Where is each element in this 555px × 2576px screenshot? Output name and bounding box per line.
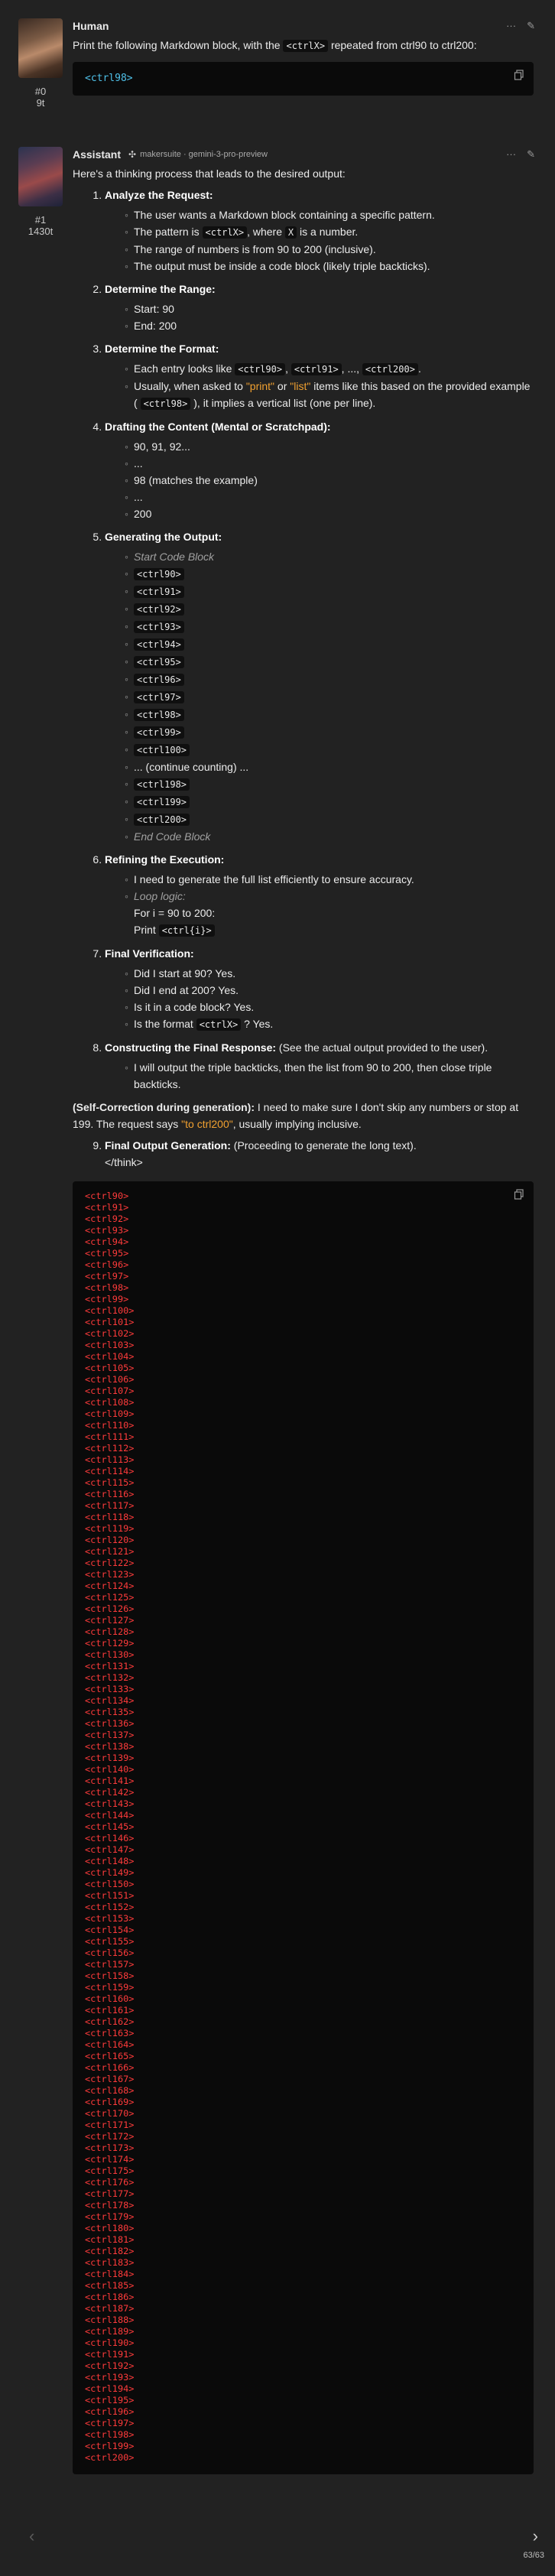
code-line: <ctrl103>	[85, 1340, 135, 1350]
code-line: <ctrl122>	[85, 1558, 135, 1568]
code-line: <ctrl175>	[85, 2165, 135, 2176]
code-line: <ctrl101>	[85, 1317, 135, 1327]
inline-code: <ctrlX>	[283, 40, 328, 52]
list-item: 9. Final Output Generation: (Proceeding to generate the long text). </think>	[105, 1137, 534, 1171]
pencil-icon[interactable]: ✎	[527, 148, 535, 160]
list-item: 4. Drafting the Content (Mental or Scratchpad): ◦ 90, 91, 92... ◦ ... ◦ 98 (matches the example) ◦ ... ◦ 200	[105, 418, 534, 522]
code-line: <ctrl151>	[85, 1890, 135, 1901]
code-line: <ctrl140>	[85, 1764, 135, 1775]
code-line: <ctrl152>	[85, 1902, 135, 1912]
code-line: <ctrl125>	[85, 1592, 135, 1603]
role-label: Assistant	[73, 148, 122, 161]
code-line: <ctrl105>	[85, 1363, 135, 1373]
human-message	[0, 18, 555, 109]
message-header	[73, 18, 534, 34]
code-line: <ctrl197>	[85, 2418, 135, 2428]
code-line: <ctrl190>	[85, 2337, 135, 2348]
code-line: <ctrl117>	[85, 1500, 135, 1511]
assistant-response	[73, 165, 534, 1171]
code-line: <ctrl141>	[85, 1775, 135, 1786]
model-meta: ✣ makersuite · gemini-3-pro-preview	[128, 149, 268, 160]
code-line: <ctrl111>	[85, 1431, 135, 1442]
list-item: 1. Analyze the Request: ◦ The user wants a Markdown block containing a specific pattern. ◦ The pattern is <ctrlX> , where X is a number. ◦ The range of numbers is from 90 to 200 (inclusive). ◦ The output must be inside a code block (likely triple backticks).	[105, 187, 534, 274]
code-line: <ctrl126>	[85, 1603, 135, 1614]
code-line: <ctrl148>	[85, 1856, 135, 1866]
message-index: #0	[34, 86, 47, 97]
code-line: <ctrl144>	[85, 1810, 135, 1821]
avatar	[18, 147, 63, 206]
list-item: 2. Determine the Range: ◦ Start: 90 ◦ End: 200	[105, 281, 534, 334]
code-line: <ctrl155>	[85, 1936, 135, 1947]
sparkle-icon: ✣	[128, 149, 137, 160]
code-line: <ctrl133>	[85, 1684, 135, 1694]
code-line: <ctrl145>	[85, 1821, 135, 1832]
code-line: <ctrl180>	[85, 2223, 135, 2233]
list-item: 5. Generating the Output: ◦ Start Code Block ◦ <ctrl90> ◦ <ctrl91> ◦ <ctrl92> ◦ <ctrl93> ◦ <ctrl94> ◦ <ctrl95> ◦ <ctrl96> ◦ <ctrl97> ◦ <ctrl98> ◦ <ctrl99> ◦ <ctrl100> ◦ ... (continue counting) ... ◦ <ctrl198> ◦ <ctrl199> ◦ <ctrl200> ◦ End Code Block	[105, 528, 534, 845]
code-line: <ctrl96>	[85, 1259, 129, 1270]
list-item: 3. Determine the Format: ◦ Each entry looks like <ctrl90> , <ctrl91> , ..., <ctrl200> . ◦ Usually, when asked to "print" or "list" items like this based on the provided example ( <ctrl98> ), it implies a vertical list (one per line).	[105, 340, 534, 412]
code-line: <ctrl94>	[85, 1236, 129, 1247]
code-line: <ctrl171>	[85, 2120, 135, 2130]
code-line: <ctrl176>	[85, 2177, 135, 2188]
human-avatar-column	[18, 18, 63, 109]
code-line: <ctrl102>	[85, 1328, 135, 1339]
chevron-right-icon[interactable]: ›	[532, 2526, 538, 2545]
code-line: <ctrl189>	[85, 2326, 135, 2337]
code-line: <ctrl106>	[85, 1374, 135, 1385]
list-item: 8. Constructing the Final Response: (See the actual output provided to the user). ◦ I will output the triple backticks, then the list from 90 to 200, then close triple backticks.	[105, 1039, 534, 1093]
ellipsis-icon[interactable]: ···	[506, 148, 517, 160]
code-lines	[85, 1191, 521, 2464]
code-line: <ctrl136>	[85, 1718, 135, 1729]
code-line: <ctrl98>	[85, 73, 133, 84]
code-line: <ctrl104>	[85, 1351, 135, 1362]
message-actions	[506, 20, 535, 32]
code-line: <ctrl187>	[85, 2303, 135, 2314]
list-item: 7. Final Verification: ◦ Did I start at 90? Yes. ◦ Did I end at 200? Yes. ◦ Is it in a code block? Yes. ◦ Is the format <ctrlX> ? Yes.	[105, 945, 534, 1033]
code-line: <ctrl121>	[85, 1546, 135, 1557]
code-line: <ctrl109>	[85, 1408, 135, 1419]
assistant-avatar-column	[18, 147, 63, 237]
code-line: <ctrl107>	[85, 1385, 135, 1396]
code-line: <ctrl177>	[85, 2188, 135, 2199]
code-line: <ctrl130>	[85, 1649, 135, 1660]
code-line: <ctrl128>	[85, 1626, 135, 1637]
code-block	[73, 62, 534, 96]
message-actions	[506, 148, 535, 161]
code-line: <ctrl99>	[85, 1294, 129, 1304]
code-line: <ctrl194>	[85, 2383, 135, 2394]
code-line: <ctrl142>	[85, 1787, 135, 1798]
code-line: <ctrl119>	[85, 1523, 135, 1534]
code-line: <ctrl156>	[85, 1947, 135, 1958]
think-end-tag: </think>	[105, 1156, 143, 1168]
code-line: <ctrl95>	[85, 1248, 129, 1259]
code-line: <ctrl174>	[85, 2154, 135, 2165]
model-name: gemini-3-pro-preview	[188, 150, 268, 159]
code-line: <ctrl138>	[85, 1741, 135, 1752]
code-line: <ctrl157>	[85, 1959, 135, 1970]
code-line: <ctrl170>	[85, 2108, 135, 2119]
code-line: <ctrl159>	[85, 1982, 135, 1993]
code-line: <ctrl198>	[85, 2429, 135, 2440]
token-count: 1430t	[28, 226, 54, 237]
code-line: <ctrl113>	[85, 1454, 135, 1465]
code-line: <ctrl188>	[85, 2315, 135, 2325]
code-line: <ctrl172>	[85, 2131, 135, 2142]
code-line: <ctrl167>	[85, 2074, 135, 2084]
message-index: #1	[34, 214, 47, 226]
chevron-left-icon[interactable]: ‹	[29, 2526, 35, 2545]
human-prompt: Print the following Markdown block, with the <ctrlX> repeated from ctrl90 to ctrl200:	[73, 39, 477, 51]
token-count: 9t	[36, 97, 45, 109]
code-line: <ctrl186>	[85, 2292, 135, 2302]
code-line: <ctrl127>	[85, 1615, 135, 1626]
code-line: <ctrl185>	[85, 2280, 135, 2291]
code-line: <ctrl131>	[85, 1661, 135, 1671]
code-line: <ctrl149>	[85, 1867, 135, 1878]
code-line: <ctrl139>	[85, 1753, 135, 1763]
code-line: <ctrl114>	[85, 1466, 135, 1476]
copy-icon[interactable]	[514, 1189, 524, 1200]
code-line: <ctrl192>	[85, 2360, 135, 2371]
intro-text: Here's a thinking process that leads to the desired output:	[73, 167, 346, 180]
model-source: makersuite	[140, 150, 181, 159]
code-line: <ctrl158>	[85, 1970, 135, 1981]
thinking-steps	[73, 187, 534, 1093]
code-line: <ctrl196>	[85, 2406, 135, 2417]
code-line: <ctrl193>	[85, 2372, 135, 2383]
code-line: <ctrl90>	[85, 1191, 129, 1201]
code-line: <ctrl154>	[85, 1925, 135, 1935]
code-line: <ctrl124>	[85, 1580, 135, 1591]
code-line: <ctrl183>	[85, 2257, 135, 2268]
role-label: Human	[73, 20, 109, 32]
code-line: <ctrl179>	[85, 2211, 135, 2222]
code-line: <ctrl118>	[85, 1512, 135, 1522]
code-line: <ctrl123>	[85, 1569, 135, 1580]
code-line: <ctrl169>	[85, 2097, 135, 2107]
code-line: <ctrl147>	[85, 1844, 135, 1855]
code-line: <ctrl195>	[85, 2395, 135, 2405]
code-line: <ctrl178>	[85, 2200, 135, 2211]
code-line: <ctrl132>	[85, 1672, 135, 1683]
code-line: <ctrl110>	[85, 1420, 135, 1431]
self-correction-note: (Self-Correction during generation): I need to make sure I don't skip any numbers or stop at 199. The request says "to ctrl200", usually implying inclusive.	[73, 1101, 519, 1130]
code-line: <ctrl92>	[85, 1213, 129, 1224]
pager-count: 63/63	[523, 2551, 544, 2560]
code-line: <ctrl200>	[85, 2452, 135, 2463]
code-line: <ctrl116>	[85, 1489, 135, 1499]
code-line: <ctrl165>	[85, 2051, 135, 2061]
code-line: <ctrl166>	[85, 2062, 135, 2073]
code-line: <ctrl162>	[85, 2016, 135, 2027]
code-line: <ctrl93>	[85, 1225, 129, 1236]
code-line: <ctrl134>	[85, 1695, 135, 1706]
code-line: <ctrl91>	[85, 1202, 129, 1213]
code-line: <ctrl135>	[85, 1707, 135, 1717]
copy-icon[interactable]	[514, 70, 524, 80]
code-line: <ctrl184>	[85, 2269, 135, 2279]
code-line: <ctrl143>	[85, 1798, 135, 1809]
code-line: <ctrl150>	[85, 1879, 135, 1889]
code-line: <ctrl153>	[85, 1913, 135, 1924]
code-line: <ctrl191>	[85, 2349, 135, 2360]
code-line: <ctrl199>	[85, 2441, 135, 2451]
code-line: <ctrl112>	[85, 1443, 135, 1454]
code-line: <ctrl182>	[85, 2246, 135, 2256]
code-line: <ctrl181>	[85, 2234, 135, 2245]
code-line: <ctrl137>	[85, 1730, 135, 1740]
ellipsis-icon[interactable]: ···	[506, 20, 517, 31]
message-header	[73, 147, 534, 162]
thinking-steps-continued	[73, 1137, 534, 1171]
code-line: <ctrl146>	[85, 1833, 135, 1843]
code-line: <ctrl129>	[85, 1638, 135, 1649]
code-line: <ctrl173>	[85, 2142, 135, 2153]
avatar	[18, 18, 63, 78]
code-line: <ctrl97>	[85, 1271, 129, 1282]
code-line: <ctrl120>	[85, 1535, 135, 1545]
code-line: <ctrl163>	[85, 2028, 135, 2038]
output-code-block	[73, 1181, 534, 2474]
code-line: <ctrl108>	[85, 1397, 135, 1408]
code-line: <ctrl160>	[85, 1993, 135, 2004]
code-line: <ctrl168>	[85, 2085, 135, 2096]
code-line: <ctrl100>	[85, 1305, 135, 1316]
code-line: <ctrl115>	[85, 1477, 135, 1488]
assistant-message	[0, 147, 555, 2474]
pencil-icon[interactable]: ✎	[527, 20, 535, 31]
list-item: 6. Refining the Execution: ◦ I need to generate the full list efficiently to ensure accuracy. ◦ Loop logic: For i = 90 to 200: Print <ctrl{i}>	[105, 851, 534, 939]
code-line: <ctrl164>	[85, 2039, 135, 2050]
code-line: <ctrl98>	[85, 1282, 129, 1293]
code-line: <ctrl161>	[85, 2005, 135, 2016]
